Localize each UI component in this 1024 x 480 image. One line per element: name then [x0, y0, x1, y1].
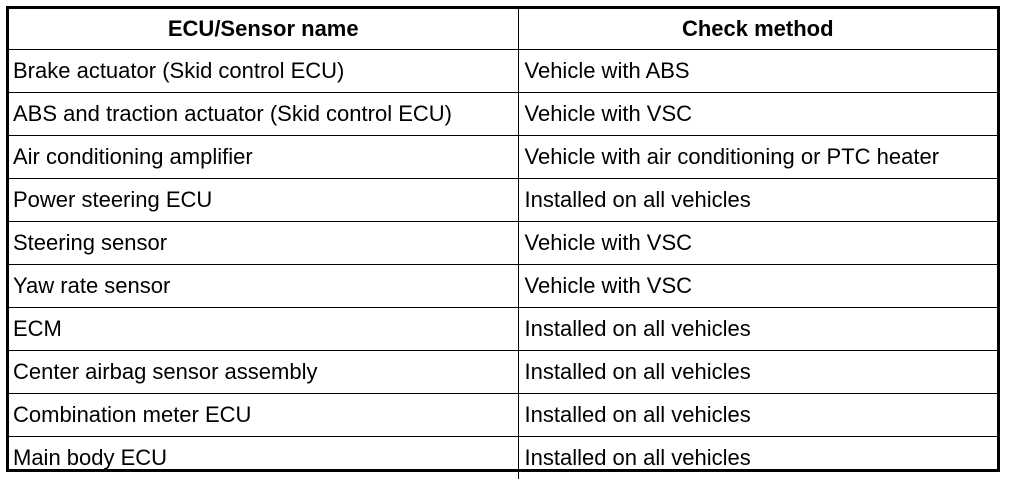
- table-row: [9, 93, 997, 136]
- ecu-name-cell: Air conditioning amplifier: [9, 136, 518, 179]
- check-method-cell: Vehicle with VSC: [518, 222, 997, 265]
- ecu-sensor-table: [6, 6, 1000, 472]
- header-ecu-sensor-name: ECU/Sensor name: [9, 9, 518, 50]
- check-method-cell: Installed on all vehicles: [518, 394, 997, 437]
- table-row: [9, 179, 997, 222]
- table-row: [9, 265, 997, 308]
- table-row: [9, 308, 997, 351]
- check-method-cell: Installed on all vehicles: [518, 437, 997, 480]
- ecu-name-cell: Steering sensor: [9, 222, 518, 265]
- ecu-name-cell: Brake actuator (Skid control ECU): [9, 50, 518, 93]
- table-row: [9, 351, 997, 394]
- table-header-row: [9, 9, 997, 50]
- table-row: [9, 222, 997, 265]
- ecu-name-cell: ABS and traction actuator (Skid control ECU): [9, 93, 518, 136]
- table-row: [9, 437, 997, 480]
- ecu-name-cell: Center airbag sensor assembly: [9, 351, 518, 394]
- ecu-name-cell: Yaw rate sensor: [9, 265, 518, 308]
- ecu-name-cell: Power steering ECU: [9, 179, 518, 222]
- header-check-method: Check method: [518, 9, 997, 50]
- check-method-cell: Vehicle with VSC: [518, 93, 997, 136]
- check-method-cell: Installed on all vehicles: [518, 308, 997, 351]
- check-method-cell: Vehicle with VSC: [518, 265, 997, 308]
- table-row: [9, 136, 997, 179]
- table-row: [9, 394, 997, 437]
- ecu-name-cell: ECM: [9, 308, 518, 351]
- check-method-cell: Installed on all vehicles: [518, 179, 997, 222]
- check-method-cell: Installed on all vehicles: [518, 351, 997, 394]
- table-row: [9, 50, 997, 93]
- ecu-name-cell: Main body ECU: [9, 437, 518, 480]
- check-method-cell: Vehicle with air conditioning or PTC heater: [518, 136, 997, 179]
- ecu-name-cell: Combination meter ECU: [9, 394, 518, 437]
- ecu-check-table: [9, 9, 997, 479]
- check-method-cell: Vehicle with ABS: [518, 50, 997, 93]
